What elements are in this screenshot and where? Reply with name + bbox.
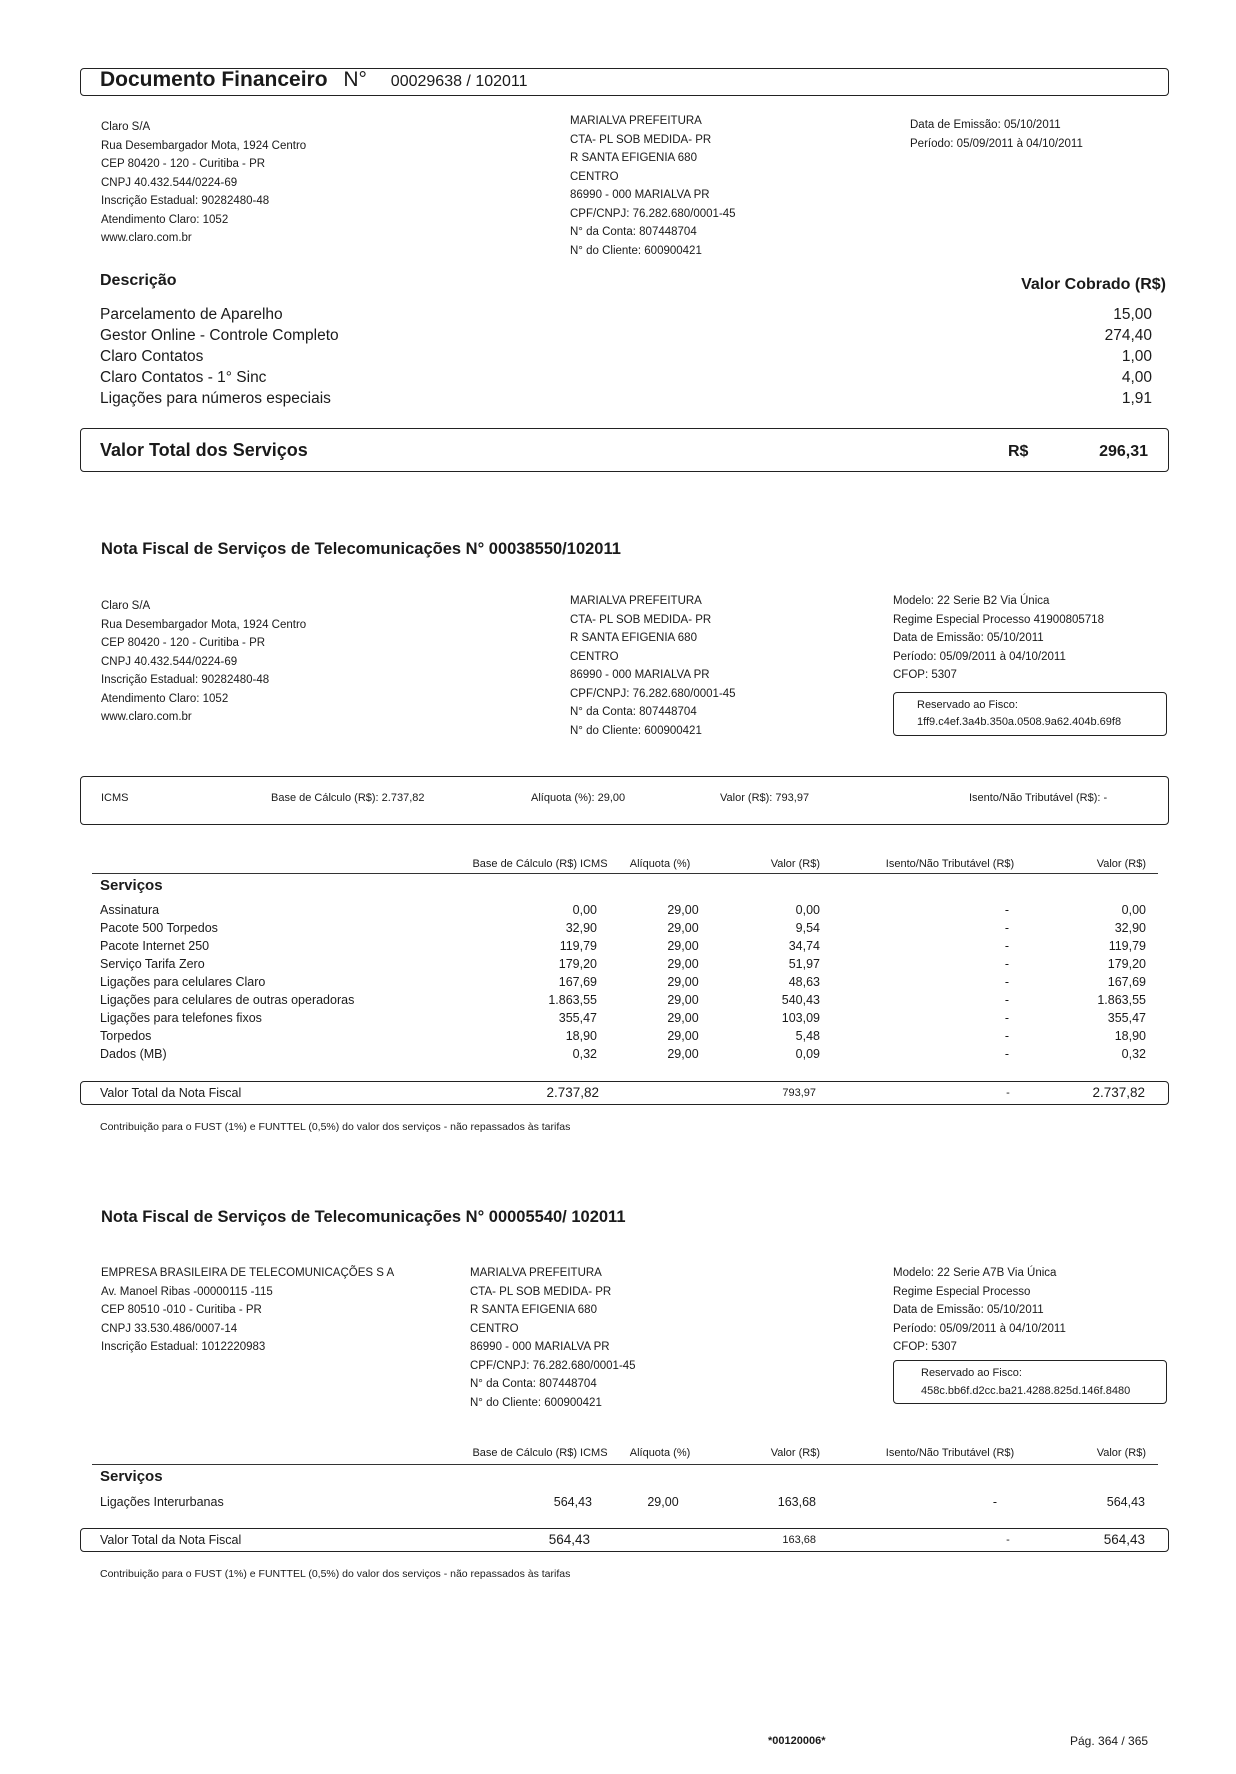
row-label: Pacote 500 Torpedos — [100, 921, 218, 935]
table-row — [0, 939, 1236, 957]
customer-line: 86990 - 000 MARIALVA PR — [570, 189, 710, 201]
meta-line: Data de Emissão: 05/10/2011 — [893, 1304, 1044, 1316]
item-value: 274,40 — [1104, 327, 1152, 344]
item-value: 1,00 — [1121, 348, 1152, 365]
customer-line: N° da Conta: 807448704 — [570, 706, 697, 718]
row-valor-total: 179,20 — [1107, 957, 1146, 971]
nf1-total-valor: 793,97 — [782, 1087, 816, 1099]
icms-label: ICMS — [101, 792, 129, 804]
row-isento: - — [1004, 1047, 1010, 1061]
total-services-currency: R$ — [1008, 443, 1029, 460]
nf1-fisco-code: 1ff9.c4ef.3a4b.350a.0508.9a62.404b.69f8 — [917, 716, 1122, 728]
col-header-isento: Isento/Não Tributável (R$) — [885, 858, 1015, 870]
issuer-line: CNPJ 33.530.486/0007-14 — [101, 1322, 238, 1335]
doc-fin-customer — [570, 112, 736, 260]
customer-line: MARIALVA PREFEITURA — [570, 595, 702, 607]
meta-line: Modelo: 22 Serie B2 Via Única — [893, 595, 1050, 607]
row-base: 119,79 — [559, 939, 597, 953]
meta-line: Regime Especial Processo — [893, 1285, 1031, 1298]
header-divider — [92, 873, 1158, 874]
col-header-isento: Isento/Não Tributável (R$) — [885, 1447, 1015, 1459]
row-valor: 103,09 — [781, 1011, 820, 1025]
nf2-fisco-code: 458c.bb6f.d2cc.ba21.4288.825d.146f.8480 — [921, 1385, 1131, 1397]
row-valor: 540,43 — [781, 993, 820, 1007]
meta-line: Regime Especial Processo 41900805718 — [893, 613, 1104, 626]
item-value: 4,00 — [1121, 369, 1152, 386]
table-row — [0, 957, 1236, 975]
item-label: Ligações para números especiais — [100, 390, 331, 407]
table-row — [0, 921, 1236, 939]
issuer-line: Rua Desembargador Mota, 1924 Centro — [101, 618, 307, 631]
row-label: Pacote Internet 250 — [100, 939, 210, 953]
doc-fin-num-label: N° — [343, 68, 367, 91]
nf1-total-isento: - — [1006, 1087, 1010, 1099]
row-label: Ligações para celulares de outras operadoras — [100, 993, 355, 1007]
customer-line: CTA- PL SOB MEDIDA- PR — [570, 613, 712, 626]
customer-line: N° do Cliente: 600900421 — [470, 1396, 602, 1409]
nf1-section: Serviços — [100, 877, 163, 894]
table-row — [0, 993, 1236, 1011]
row-aliquota: 29,00 — [667, 957, 699, 971]
col-header-base: Base de Cálculo (R$) ICMS — [472, 1447, 608, 1459]
total-services-value: 296,31 — [1099, 443, 1148, 460]
list-item — [100, 367, 1152, 388]
row-base: 355,47 — [558, 1011, 597, 1025]
row-isento: - — [1004, 903, 1010, 917]
row-label: Assinatura — [100, 903, 160, 917]
row-valor-total: 167,69 — [1107, 975, 1146, 989]
row-valor-total: 0,32 — [1121, 1047, 1146, 1061]
issuer-line: EMPRESA BRASILEIRA DE TELECOMUNICAÇÕES S A — [101, 1267, 395, 1279]
customer-line: CTA- PL SOB MEDIDA- PR — [470, 1285, 612, 1298]
list-item — [100, 325, 1152, 346]
nf1-customer — [570, 592, 736, 740]
icms-valor: Valor (R$): 793,97 — [720, 792, 810, 804]
row-valor: 163,68 — [777, 1495, 816, 1509]
list-item — [100, 304, 1152, 325]
row-base: 32,90 — [565, 921, 597, 935]
issuer-line: www.claro.com.br — [101, 711, 192, 723]
barcode-text: *00120006* — [768, 1735, 826, 1747]
nf2-total-valor: 163,68 — [782, 1534, 816, 1546]
row-valor-total: 0,00 — [1121, 903, 1146, 917]
customer-line: 86990 - 000 MARIALVA PR — [570, 669, 710, 681]
col-header-valor: Valor (R$) — [770, 858, 820, 870]
item-value: 1,91 — [1121, 390, 1152, 407]
row-label: Ligações Interurbanas — [100, 1495, 224, 1509]
row-valor-total: 119,79 — [1108, 939, 1146, 953]
nf2-fisco-label: Reservado ao Fisco: — [921, 1367, 1022, 1379]
doc-fin-dates — [910, 116, 1083, 153]
meta-line: CFOP: 5307 — [893, 1341, 957, 1353]
issuer-line: www.claro.com.br — [101, 232, 192, 244]
date-line: Período: 05/09/2011 à 04/10/2011 — [910, 137, 1083, 150]
nf2-total-valor-total: 564,43 — [1103, 1532, 1145, 1547]
nf2-note: Contribuição para o FUST (1%) e FUNTTEL (0,5%) do valor dos serviços - não repassados às tarifas — [100, 1568, 571, 1580]
row-valor-total: 18,90 — [1114, 1029, 1146, 1043]
nf1-total-base: 2.737,82 — [546, 1085, 599, 1100]
row-valor-total: 1.863,55 — [1097, 993, 1146, 1007]
issuer-line: Atendimento Claro: 1052 — [101, 692, 229, 705]
row-isento: - — [1004, 939, 1010, 953]
row-isento: - — [1004, 1011, 1010, 1025]
nf1-issuer — [101, 597, 306, 727]
issuer-line: CEP 80420 - 120 - Curitiba - PR — [101, 637, 266, 649]
col-header-valor-total: Valor (R$) — [1096, 858, 1146, 870]
row-aliquota: 29,00 — [667, 975, 699, 989]
col-header-valor: Valor (R$) — [770, 1447, 820, 1459]
icms-base: Base de Cálculo (R$): 2.737,82 — [271, 792, 425, 804]
nf2-customer — [470, 1264, 636, 1412]
table-row — [0, 975, 1236, 993]
desc-list — [100, 304, 1152, 409]
row-aliquota: 29,00 — [667, 1011, 699, 1025]
row-base: 1.863,55 — [548, 993, 597, 1007]
nf1-table-body — [0, 903, 1236, 1065]
col-header-aliquota: Alíquota (%) — [629, 858, 691, 870]
issuer-line: Inscrição Estadual: 90282480-48 — [101, 674, 270, 686]
issuer-line: CNPJ 40.432.544/0224-69 — [101, 655, 238, 668]
item-label: Gestor Online - Controle Completo — [100, 327, 339, 344]
row-base: 18,90 — [565, 1029, 597, 1043]
icms-isento: Isento/Não Tributável (R$): - — [969, 792, 1108, 804]
doc-fin-title — [100, 68, 528, 92]
item-value: 15,00 — [1113, 306, 1152, 323]
nf2-section: Serviços — [100, 1468, 163, 1485]
doc-fin-number: 00029638 / 102011 — [390, 73, 528, 90]
row-isento: - — [1004, 993, 1010, 1007]
icms-aliquota: Alíquota (%): 29,00 — [531, 792, 626, 804]
row-base: 179,20 — [558, 957, 597, 971]
doc-fin-title-text: Documento Financeiro — [100, 68, 328, 91]
meta-line: CFOP: 5307 — [893, 669, 957, 681]
meta-line: Data de Emissão: 05/10/2011 — [893, 632, 1044, 644]
row-base: 0,32 — [572, 1047, 597, 1061]
nf1-note: Contribuição para o FUST (1%) e FUNTTEL (0,5%) do valor dos serviços - não repassados às tarifas — [100, 1121, 571, 1133]
table-row — [0, 1047, 1236, 1065]
customer-line: N° do Cliente: 600900421 — [570, 244, 702, 257]
item-label: Claro Contatos - 1° Sinc — [100, 369, 267, 386]
row-valor: 0,09 — [795, 1047, 820, 1061]
customer-line: N° da Conta: 807448704 — [570, 226, 697, 238]
row-isento: - — [1004, 1029, 1010, 1043]
customer-line: 86990 - 000 MARIALVA PR — [470, 1341, 610, 1353]
doc-fin-issuer — [101, 118, 306, 248]
item-label: Claro Contatos — [100, 348, 204, 365]
row-aliquota: 29,00 — [667, 1047, 699, 1061]
row-isento: - — [1004, 921, 1010, 935]
row-label: Serviço Tarifa Zero — [100, 957, 205, 971]
row-isento: - — [992, 1495, 998, 1509]
row-label: Ligações para telefones fixos — [100, 1011, 262, 1025]
nf1-fisco-label: Reservado ao Fisco: — [917, 699, 1018, 711]
row-aliquota: 29,00 — [667, 993, 699, 1007]
row-valor: 5,48 — [795, 1029, 820, 1043]
issuer-line: CEP 80510 -010 - Curitiba - PR — [101, 1304, 262, 1316]
customer-line: R SANTA EFIGENIA 680 — [570, 632, 697, 644]
issuer-line: CEP 80420 - 120 - Curitiba - PR — [101, 158, 266, 170]
page-number: Pág. 364 / 365 — [1070, 1734, 1149, 1748]
customer-line: MARIALVA PREFEITURA — [570, 115, 702, 127]
table-row — [0, 1011, 1236, 1029]
row-valor: 34,74 — [788, 939, 820, 953]
row-valor-total: 564,43 — [1106, 1495, 1145, 1509]
issuer-line: Inscrição Estadual: 1012220983 — [101, 1341, 266, 1353]
row-aliquota: 29,00 — [647, 1495, 679, 1509]
customer-line: CPF/CNPJ: 76.282.680/0001-45 — [470, 1359, 636, 1372]
item-label: Parcelamento de Aparelho — [100, 306, 283, 323]
table-row — [0, 903, 1236, 921]
row-base: 167,69 — [558, 975, 597, 989]
table-row — [0, 1029, 1236, 1047]
nf2-title: Nota Fiscal de Serviços de Telecomunicações N° 00005540/ 102011 — [101, 1208, 626, 1226]
date-line: Data de Emissão: 05/10/2011 — [910, 119, 1061, 131]
row-label: Torpedos — [100, 1029, 152, 1043]
row-aliquota: 29,00 — [667, 921, 699, 935]
nf2-total-label: Valor Total da Nota Fiscal — [100, 1533, 242, 1547]
row-base: 564,43 — [553, 1495, 592, 1509]
issuer-line: Claro S/A — [101, 600, 151, 612]
nf1-meta — [893, 592, 1104, 685]
customer-line: R SANTA EFIGENIA 680 — [570, 152, 697, 164]
nf2-total-isento: - — [1006, 1534, 1010, 1546]
row-valor-total: 32,90 — [1114, 921, 1146, 935]
row-label: Ligações para celulares Claro — [100, 975, 266, 989]
header-divider — [92, 1464, 1158, 1465]
nf1-title: Nota Fiscal de Serviços de Telecomunicações N° 00038550/102011 — [101, 540, 621, 558]
row-isento: - — [1004, 975, 1010, 989]
nf2-issuer — [101, 1264, 394, 1357]
col-header-base: Base de Cálculo (R$) ICMS — [472, 858, 608, 870]
meta-line: Modelo: 22 Serie A7B Via Única — [893, 1267, 1057, 1279]
row-isento: - — [1004, 957, 1010, 971]
nf1-total-valor-total: 2.737,82 — [1092, 1085, 1145, 1100]
issuer-line: Av. Manoel Ribas -00000115 -115 — [101, 1285, 273, 1298]
issuer-line: Claro S/A — [101, 121, 151, 133]
row-aliquota: 29,00 — [667, 939, 699, 953]
row-aliquota: 29,00 — [667, 903, 699, 917]
row-label: Dados (MB) — [100, 1047, 167, 1061]
customer-line: CENTRO — [470, 1322, 519, 1335]
table-row — [0, 1495, 1236, 1513]
nf1-total-label: Valor Total da Nota Fiscal — [100, 1086, 242, 1100]
row-valor: 51,97 — [788, 957, 820, 971]
row-valor-total: 355,47 — [1107, 1011, 1146, 1025]
row-aliquota: 29,00 — [667, 1029, 699, 1043]
customer-line: R SANTA EFIGENIA 680 — [470, 1304, 597, 1316]
desc-header: Descrição — [100, 272, 177, 289]
issuer-line: CNPJ 40.432.544/0224-69 — [101, 176, 238, 189]
nf2-total-base: 564,43 — [548, 1532, 590, 1547]
customer-line: MARIALVA PREFEITURA — [470, 1267, 602, 1279]
issuer-line: Rua Desembargador Mota, 1924 Centro — [101, 139, 307, 152]
customer-line: CPF/CNPJ: 76.282.680/0001-45 — [570, 207, 736, 220]
row-valor: 9,54 — [795, 921, 820, 935]
issuer-line: Atendimento Claro: 1052 — [101, 213, 229, 226]
meta-line: Período: 05/09/2011 à 04/10/2011 — [893, 650, 1066, 663]
total-services-label: Valor Total dos Serviços — [100, 440, 308, 460]
list-item — [100, 346, 1152, 367]
row-base: 0,00 — [572, 903, 597, 917]
meta-line: Período: 05/09/2011 à 04/10/2011 — [893, 1322, 1066, 1335]
col-header-valor-total: Valor (R$) — [1096, 1447, 1146, 1459]
customer-line: CTA- PL SOB MEDIDA- PR — [570, 133, 712, 146]
nf2-meta — [893, 1264, 1066, 1357]
customer-line: N° do Cliente: 600900421 — [570, 724, 702, 737]
customer-line: CENTRO — [570, 650, 619, 663]
col-header-aliquota: Alíquota (%) — [629, 1447, 691, 1459]
customer-line: N° da Conta: 807448704 — [470, 1378, 597, 1390]
row-valor: 0,00 — [795, 903, 820, 917]
row-valor: 48,63 — [788, 975, 820, 989]
customer-line: CPF/CNPJ: 76.282.680/0001-45 — [570, 687, 736, 700]
value-header: Valor Cobrado (R$) — [1021, 276, 1166, 293]
list-item — [100, 388, 1152, 409]
issuer-line: Inscrição Estadual: 90282480-48 — [101, 195, 270, 207]
customer-line: CENTRO — [570, 170, 619, 183]
